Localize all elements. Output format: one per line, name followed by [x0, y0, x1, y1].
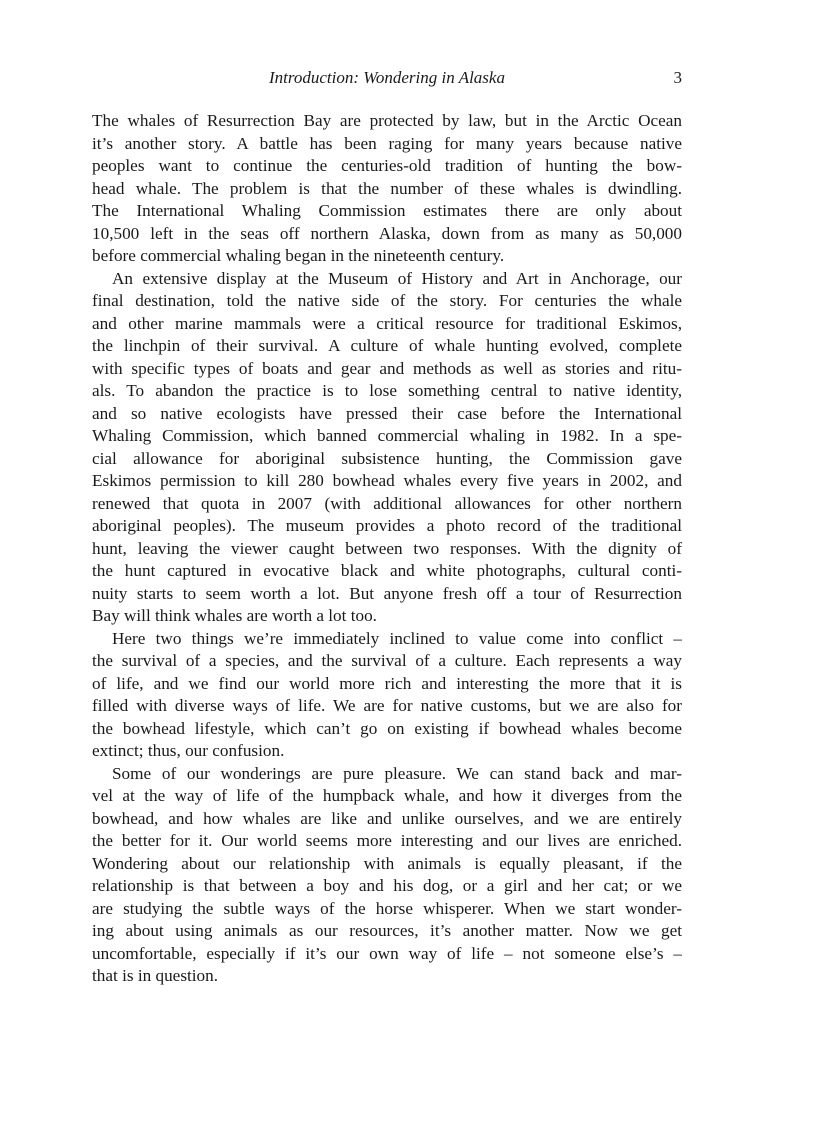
text-line: the linchpin of their survival. A culture of whale hunting evolved, complete: [92, 336, 682, 355]
text-line: Here two things we’re immediately inclined to value come into conflict –: [112, 628, 682, 648]
paragraph: [92, 763, 682, 988]
text-line: cial allowance for aboriginal subsistence hunting, the Commission gave: [92, 448, 682, 468]
text-line: with specific types of boats and gear and methods as well as stories and ritu-: [92, 358, 682, 378]
text-line: An extensive display at the Museum of History and Art in Anchorage, our: [112, 268, 682, 288]
text-line: nuity starts to seem worth a lot. But anyone fresh off a tour of Resurrection: [92, 583, 682, 603]
text-line: the hunt captured in evocative black and white photographs, cultural conti-: [92, 561, 682, 580]
body-text: [92, 110, 682, 988]
text-line: that is in question.: [92, 966, 219, 985]
text-line: Whaling Commission, which banned commercial whaling in 1982. In a spe-: [92, 426, 682, 445]
text-line: The International Whaling Commission estimates there are only about: [92, 201, 682, 220]
text-line: Some of our wonderings are pure pleasure. We can stand back and mar-: [112, 763, 682, 783]
text-line: and other marine mammals were a critical resource for traditional Eskimos,: [92, 313, 682, 333]
text-line: the better for it. Our world seems more interesting and our lives are enriched.: [92, 831, 682, 850]
text-line: head whale. The problem is that the number of these whales is dwindling.: [92, 178, 682, 198]
text-line: hunt, leaving the viewer caught between two responses. With the dignity of: [92, 538, 682, 558]
text-line: before commercial whaling began in the nineteenth century.: [92, 246, 505, 265]
text-line: peoples want to continue the centuries-old tradition of hunting the bow-: [92, 156, 682, 175]
text-line: the survival of a species, and the survival of a culture. Each represents a way: [92, 651, 682, 670]
text-line: als. To abandon the practice is to lose something central to native identity,: [92, 381, 682, 400]
paragraph: [92, 628, 682, 763]
text-line: it’s another story. A battle has been raging for many years because native: [92, 133, 682, 153]
paragraph: [92, 110, 682, 268]
running-head: [92, 66, 682, 90]
text-line: of life, and we find our world more rich and interesting the more that it is: [92, 673, 682, 693]
text-line: and so native ecologists have pressed their case before the International: [92, 403, 682, 423]
text-line: are studying the subtle ways of the horse whisperer. When we start wonder-: [92, 898, 682, 918]
running-title: Introduction: Wondering in Alaska: [269, 68, 505, 87]
text-line: renewed that quota in 2007 (with additional allowances for other northern: [92, 493, 682, 513]
paragraph: [92, 268, 682, 628]
text-line: uncomfortable, especially if it’s our own way of life – not someone else’s –: [92, 943, 682, 963]
text-line: aboriginal peoples). The museum provides a photo record of the traditional: [92, 516, 682, 535]
page-number: 3: [673, 68, 682, 87]
text-line: extinct; thus, our confusion.: [92, 741, 285, 760]
text-line: The whales of Resurrection Bay are protected by law, but in the Arctic Ocean: [92, 111, 682, 130]
text-line: bowhead, and how whales are like and unlike ourselves, and we are entirely: [92, 808, 682, 828]
text-line: ing about using animals as our resources, it’s another matter. Now we get: [92, 921, 682, 940]
text-line: final destination, told the native side of the story. For centuries the whale: [92, 291, 682, 310]
text-line: Wondering about our relationship with animals is equally pleasant, if the: [92, 853, 682, 873]
text-line: the bowhead lifestyle, which can’t go on existing if bowhead whales become: [92, 718, 682, 738]
text-line: relationship is that between a boy and his dog, or a girl and her cat; or we: [92, 876, 682, 895]
text-line: filled with diverse ways of life. We are for native customs, but we are also for: [92, 696, 682, 715]
text-line: Bay will think whales are worth a lot too.: [92, 606, 377, 625]
text-line: Eskimos permission to kill 280 bowhead whales every five years in 2002, and: [92, 471, 682, 490]
text-line: vel at the way of life of the humpback whale, and how it diverges from the: [92, 786, 682, 805]
text-line: 10,500 left in the seas off northern Alaska, down from as many as 50,000: [92, 223, 682, 243]
